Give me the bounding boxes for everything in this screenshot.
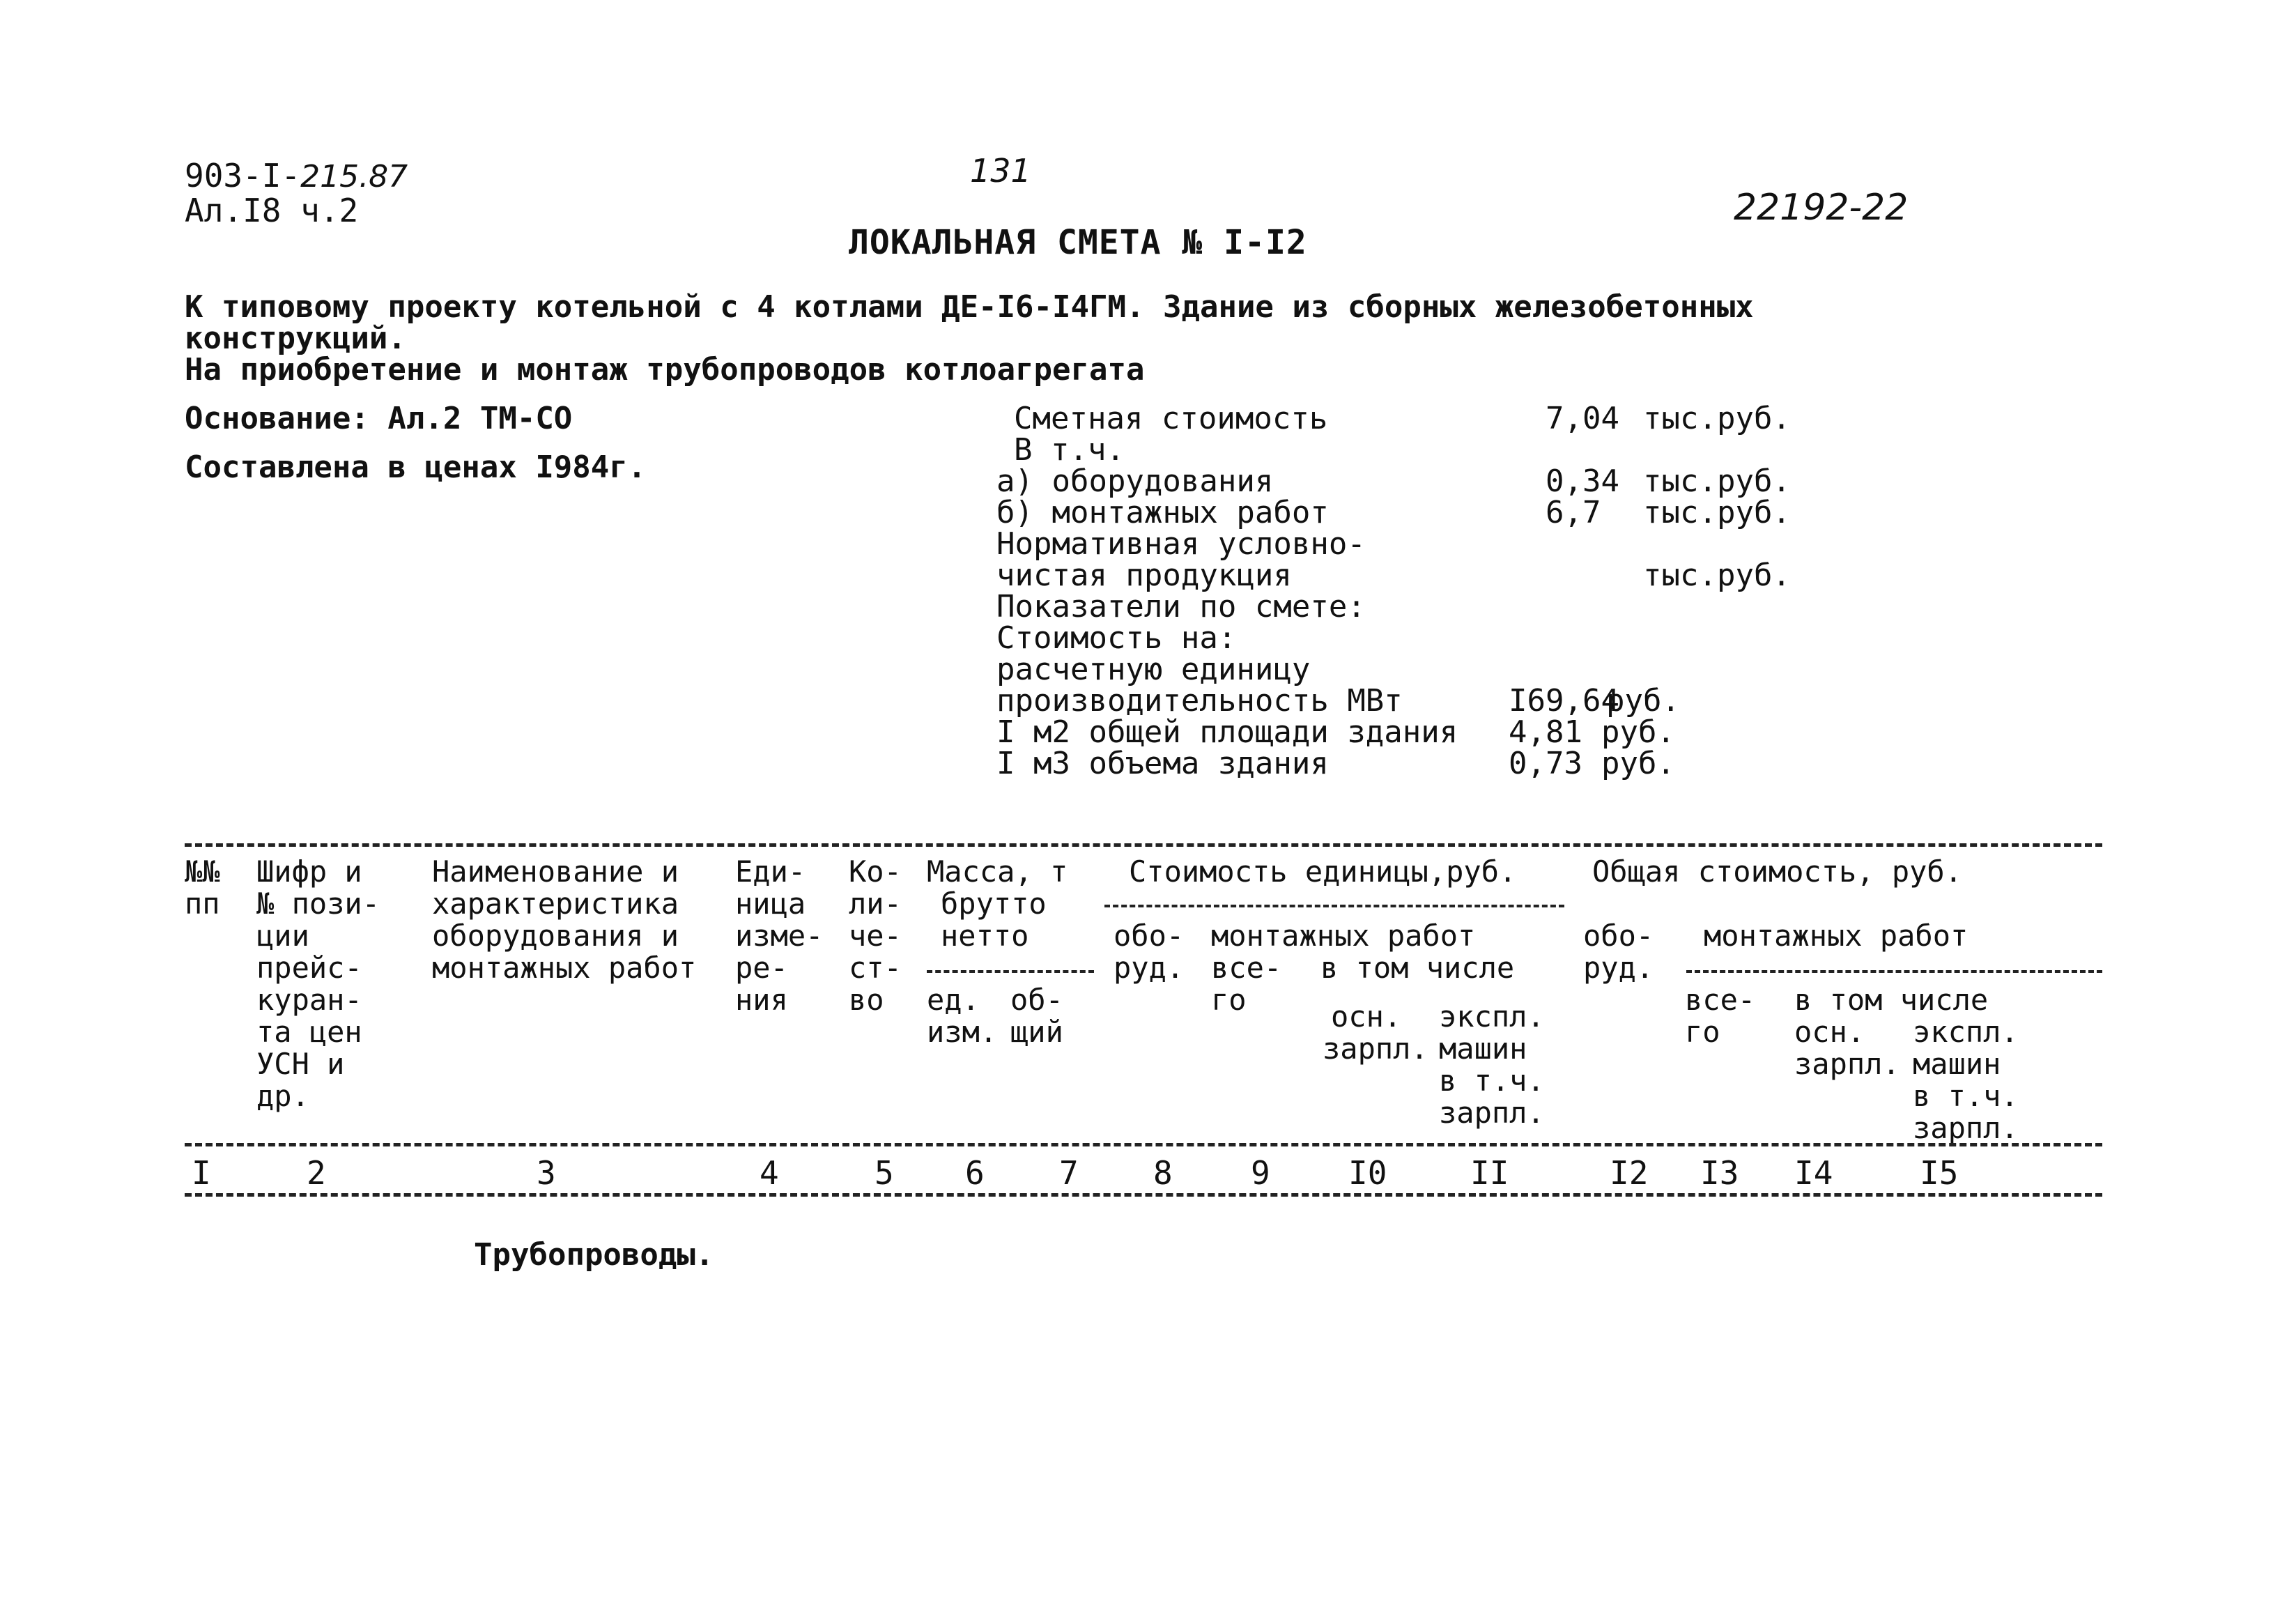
cost-label: расчетную единицу bbox=[996, 652, 1311, 687]
col-number: I5 bbox=[1920, 1154, 1959, 1192]
col-15-line: машин bbox=[1913, 1047, 2001, 1081]
col-5-line: во bbox=[849, 983, 884, 1017]
cost-unit: руб. bbox=[1606, 683, 1680, 719]
including-header: в том числе bbox=[1320, 951, 1515, 985]
col-11-line: зарпл. bbox=[1439, 1096, 1545, 1130]
cost-label: производительность МВт bbox=[996, 683, 1403, 719]
cost-label: б) монтажных работ bbox=[996, 495, 1329, 530]
col-7-line: щий bbox=[1010, 1015, 1063, 1049]
col-2-line: № пози- bbox=[256, 887, 380, 921]
col-3-line: оборудования и bbox=[432, 919, 679, 953]
cost-unit: тыс.руб. bbox=[1643, 495, 1791, 530]
mount-work-header-2: монтажных работ bbox=[1704, 919, 1968, 953]
doc-code: 903-I-215.87 bbox=[185, 157, 408, 194]
col-13-line: все- bbox=[1685, 983, 1756, 1017]
section-title: Трубопроводы. bbox=[474, 1237, 714, 1273]
col-2-line: др. bbox=[256, 1079, 309, 1113]
table-top-rule bbox=[185, 843, 2102, 847]
col-14-line: зарпл. bbox=[1794, 1047, 1900, 1081]
cost-label: I м2 общей площади здания bbox=[996, 714, 1458, 750]
col-number: I4 bbox=[1794, 1154, 1833, 1192]
cost-label: Стоимость на: bbox=[996, 620, 1237, 656]
col-11-line: экспл. bbox=[1439, 999, 1545, 1034]
mount-work-header: монтажных работ bbox=[1211, 919, 1476, 953]
col-10-line: осн. bbox=[1331, 999, 1402, 1034]
cost-value: 4,81 bbox=[1509, 714, 1582, 750]
col-2-line: Шифр и bbox=[256, 854, 362, 889]
cost-label: В т.ч. bbox=[1014, 432, 1125, 468]
mass-net: нетто bbox=[941, 919, 1029, 953]
cost-label: Показатели по смете: bbox=[996, 589, 1366, 624]
sheet-label: Ал.I8 ч.2 bbox=[185, 192, 359, 229]
unit-cost-header: Стоимость единицы,руб. bbox=[1129, 854, 1517, 889]
col-11-line: в т.ч. bbox=[1439, 1064, 1545, 1098]
col-4-line: ния bbox=[735, 983, 788, 1017]
prices-year: Составлена в ценах I984г. bbox=[185, 450, 647, 485]
col-2-line: та цен bbox=[256, 1015, 362, 1049]
cost-unit: тыс.руб. bbox=[1643, 558, 1791, 593]
cost-unit: руб. bbox=[1601, 714, 1675, 750]
col-7-line: об- bbox=[1010, 983, 1063, 1017]
col-1-line: пп bbox=[185, 887, 220, 921]
col-10-line: зарпл. bbox=[1323, 1031, 1428, 1066]
cost-value: 0,73 bbox=[1509, 746, 1582, 781]
col-6-line: ед. bbox=[927, 983, 980, 1017]
col-12-line: обо- bbox=[1583, 919, 1654, 953]
project-number: 22192-22 bbox=[1734, 187, 1909, 229]
col-2-line: ции bbox=[256, 919, 309, 953]
col-2-line: УСН и bbox=[256, 1047, 345, 1081]
col-number: 6 bbox=[965, 1154, 985, 1192]
cost-value: 6,7 bbox=[1546, 495, 1601, 530]
col-6-line: изм. bbox=[927, 1015, 998, 1049]
col-5-line: ст- bbox=[849, 951, 902, 985]
col-3-line: Наименование и bbox=[432, 854, 679, 889]
col-number: I bbox=[192, 1154, 211, 1192]
numbers-bottom-rule bbox=[185, 1193, 2102, 1197]
col-3-line: характеристика bbox=[432, 887, 679, 921]
page-title: ЛОКАЛЬНАЯ СМЕТА № I-I2 bbox=[849, 223, 1307, 262]
col-14-line: осн. bbox=[1794, 1015, 1865, 1049]
col-12-line: руд. bbox=[1583, 951, 1654, 985]
cost-value: I69,64 bbox=[1509, 683, 1619, 719]
col-15-line: в т.ч. bbox=[1913, 1079, 2019, 1113]
col-15-line: экспл. bbox=[1913, 1015, 2019, 1049]
col-number: I3 bbox=[1700, 1154, 1739, 1192]
total-cost-header: Общая стоимость, руб. bbox=[1592, 854, 1963, 889]
cost-unit: тыс.руб. bbox=[1643, 463, 1791, 499]
col-4-line: ница bbox=[735, 887, 806, 921]
col-5-line: че- bbox=[849, 919, 902, 953]
mount-work-rule-2 bbox=[1686, 970, 2102, 973]
mass-rule bbox=[927, 970, 1094, 973]
col-8-line: руд. bbox=[1114, 951, 1185, 985]
col-number: I0 bbox=[1348, 1154, 1387, 1192]
col-5-line: Ко- bbox=[849, 854, 902, 889]
col-1-line: №№ bbox=[185, 854, 220, 889]
col-number: 5 bbox=[875, 1154, 894, 1192]
unit-cost-rule bbox=[1104, 905, 1564, 907]
cost-label: а) оборудования bbox=[996, 463, 1274, 499]
including-header-2: в том числе bbox=[1794, 983, 1989, 1017]
cost-label: Сметная стоимость bbox=[1014, 401, 1328, 436]
col-8-line: обо- bbox=[1114, 919, 1185, 953]
col-11-line: машин bbox=[1439, 1031, 1527, 1066]
intro-line-2: конструкций. bbox=[185, 321, 406, 356]
mass-header: Масса, т bbox=[927, 854, 1068, 889]
cost-unit: руб. bbox=[1601, 746, 1675, 781]
doc-code-handwritten: 215.87 bbox=[300, 159, 408, 194]
header-bottom-rule bbox=[185, 1143, 2102, 1146]
cost-label: Нормативная условно- bbox=[996, 526, 1366, 562]
col-4-line: изме- bbox=[735, 919, 824, 953]
col-4-line: Еди- bbox=[735, 854, 806, 889]
col-number: I2 bbox=[1610, 1154, 1649, 1192]
cost-unit: тыс.руб. bbox=[1643, 401, 1791, 436]
cost-value: 7,04 bbox=[1546, 401, 1619, 436]
col-4-line: ре- bbox=[735, 951, 788, 985]
col-5-line: ли- bbox=[849, 887, 902, 921]
basis: Основание: Ал.2 ТМ-СО bbox=[185, 401, 573, 436]
col-number: 4 bbox=[760, 1154, 779, 1192]
col-number: 8 bbox=[1153, 1154, 1173, 1192]
col-number: 2 bbox=[307, 1154, 326, 1192]
col-number: II bbox=[1470, 1154, 1509, 1192]
cost-value: 0,34 bbox=[1546, 463, 1619, 499]
col-3-line: монтажных работ bbox=[432, 951, 697, 985]
cost-label: I м3 объема здания bbox=[996, 746, 1329, 781]
page-number: 131 bbox=[970, 152, 1031, 190]
col-2-line: прейс- bbox=[256, 951, 362, 985]
mass-gross: брутто bbox=[941, 887, 1047, 921]
col-9-line: все- bbox=[1211, 951, 1282, 985]
col-13-line: го bbox=[1685, 1015, 1720, 1049]
cost-label: чистая продукция bbox=[996, 558, 1292, 593]
intro-line-3: На приобретение и монтаж трубопроводов котлоагрегата bbox=[185, 352, 1145, 388]
col-number: 9 bbox=[1251, 1154, 1270, 1192]
col-number: 3 bbox=[537, 1154, 556, 1192]
col-2-line: куран- bbox=[256, 983, 362, 1017]
col-number: 7 bbox=[1059, 1154, 1079, 1192]
col-9-line: го bbox=[1211, 983, 1247, 1017]
col-15-line: зарпл. bbox=[1913, 1111, 2019, 1145]
intro-line-1: К типовому проекту котельной с 4 котлами ДЕ-I6-I4ГМ. Здание из сборных железобетонных bbox=[185, 289, 1754, 325]
